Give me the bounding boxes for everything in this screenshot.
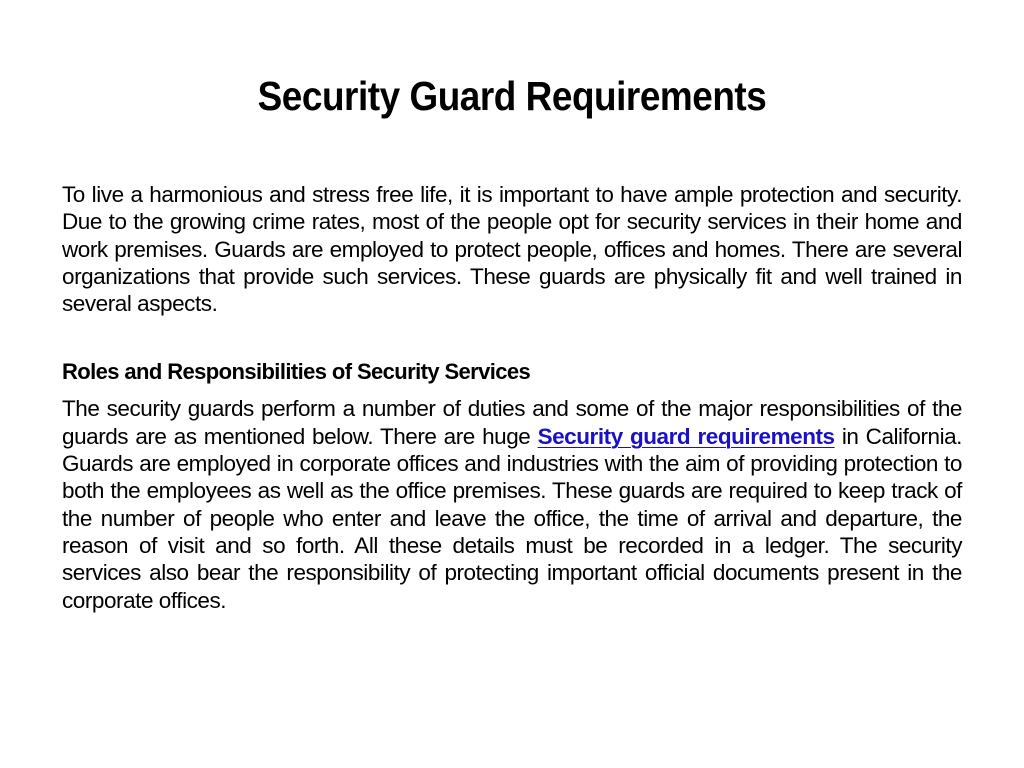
slide-title: Security Guard Requirements (257, 73, 767, 119)
paragraph-text-before-link: The security guards perform a number of duties and some of the major responsibilities of the guards are as mentioned below. There are huge (62, 396, 962, 449)
section-heading: Roles and Responsibilities of Security Services (62, 359, 531, 385)
paragraph-text-after-link: in California. Guards are employed in corporate offices and industries with the aim of providing protection to both the employees as well as the office premises. These guards are required to keep track of the number of people who enter and leave the office, the time of arrival and departure, the reason of visit and so forth. All these details must be recorded in a ledger. The security services also bear the responsibility of protecting important official documents present in the corporate offices. (62, 423, 962, 613)
intro-paragraph: To live a harmonious and stress free life, it is important to have ample protection and security. Due to the growing crime rates, most of the people opt for security services in their home and work premises. Guards are employed to protect people, offices and homes. There are several organizations that provide such services. These guards are physically fit and well trained in several aspects. (62, 182, 962, 317)
slide-body (62, 181, 962, 614)
responsibilities-paragraph (62, 395, 962, 613)
security-guard-requirements-link[interactable]: Security guard requirements (537, 423, 835, 449)
